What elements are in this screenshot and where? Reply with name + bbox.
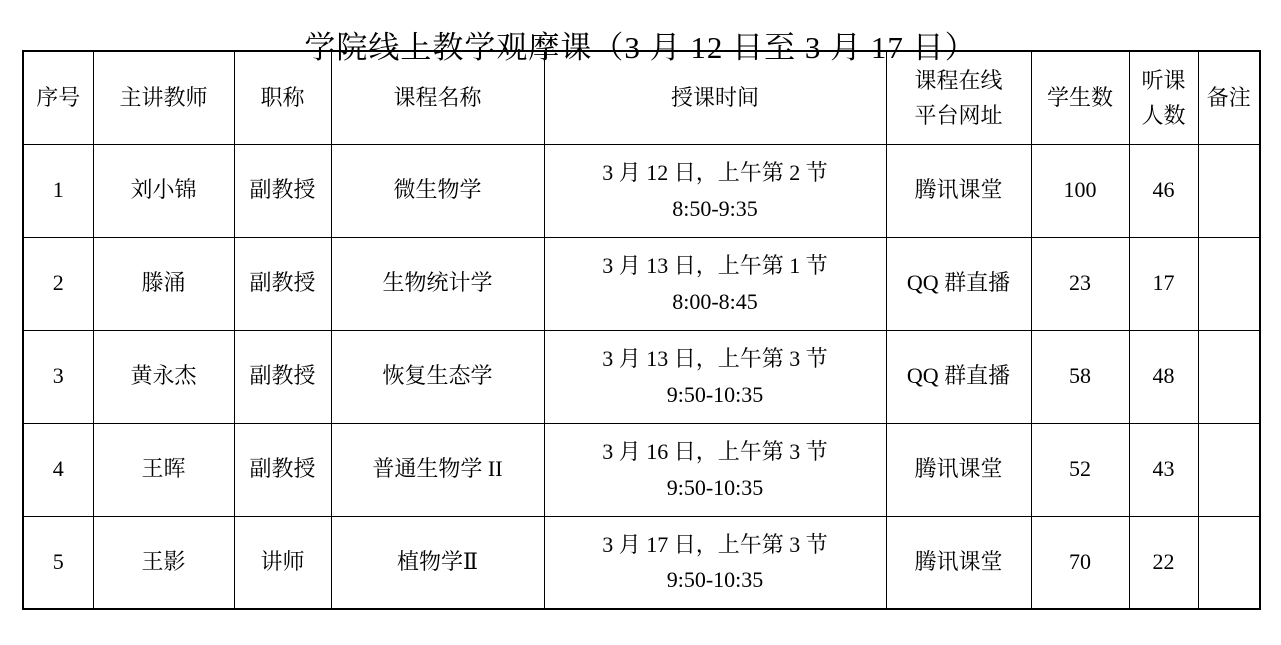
table-row: [23, 423, 1260, 516]
header-students: 学生数: [1031, 51, 1129, 144]
cell-attendees: 22: [1129, 516, 1198, 609]
cell-remark: [1198, 423, 1260, 516]
cell-students: 100: [1031, 144, 1129, 237]
cell-teacher: 黄永杰: [93, 330, 234, 423]
header-title: 职称: [234, 51, 331, 144]
cell-seq: 3: [23, 330, 93, 423]
cell-platform: 腾讯课堂: [886, 423, 1031, 516]
cell-platform: 腾讯课堂: [886, 144, 1031, 237]
header-attendees-line2: 人数: [1141, 102, 1186, 128]
time-line1: 3 月 17 日，上午第 3 节: [602, 532, 828, 558]
cell-title: 副教授: [234, 423, 331, 516]
cell-attendees: 46: [1129, 144, 1198, 237]
cell-students: 23: [1031, 237, 1129, 330]
cell-attendees: 43: [1129, 423, 1198, 516]
cell-time: [544, 516, 886, 609]
table-row: [23, 237, 1260, 330]
cell-platform: 腾讯课堂: [886, 516, 1031, 609]
cell-course: 微生物学: [331, 144, 544, 237]
cell-seq: 1: [23, 144, 93, 237]
time-line1: 3 月 16 日，上午第 3 节: [602, 439, 828, 465]
header-attendees: [1129, 51, 1198, 144]
cell-course: 普通生物学 II: [331, 423, 544, 516]
header-attendees-line1: 听课: [1141, 67, 1186, 93]
cell-title: 副教授: [234, 237, 331, 330]
cell-time: [544, 423, 886, 516]
header-teacher: 主讲教师: [93, 51, 234, 144]
table-row: [23, 330, 1260, 423]
cell-title: 讲师: [234, 516, 331, 609]
header-time: 授课时间: [544, 51, 886, 144]
cell-platform: QQ 群直播: [886, 237, 1031, 330]
time-line2: 9:50-10:35: [666, 474, 764, 500]
cell-course: 恢复生态学: [331, 330, 544, 423]
time-line2: 8:50-9:35: [672, 195, 758, 221]
time-line1: 3 月 12 日，上午第 2 节: [602, 160, 828, 186]
cell-teacher: 王晖: [93, 423, 234, 516]
cell-students: 52: [1031, 423, 1129, 516]
cell-seq: 2: [23, 237, 93, 330]
cell-students: 58: [1031, 330, 1129, 423]
cell-title: 副教授: [234, 144, 331, 237]
time-line2: 9:50-10:35: [666, 567, 764, 593]
cell-time: [544, 237, 886, 330]
cell-time: [544, 144, 886, 237]
cell-remark: [1198, 516, 1260, 609]
cell-seq: 5: [23, 516, 93, 609]
cell-remark: [1198, 330, 1260, 423]
cell-remark: [1198, 144, 1260, 237]
page-title: 学院线上教学观摩课（3 月 12 日至 3 月 17 日）: [304, 30, 977, 65]
time-line2: 9:50-10:35: [666, 381, 764, 407]
header-course: 课程名称: [331, 51, 544, 144]
cell-seq: 4: [23, 423, 93, 516]
time-line2: 8:00-8:45: [672, 288, 758, 314]
time-line1: 3 月 13 日，上午第 3 节: [602, 346, 828, 372]
schedule-table: [22, 50, 1261, 610]
cell-remark: [1198, 237, 1260, 330]
header-remark: 备注: [1198, 51, 1260, 144]
cell-students: 70: [1031, 516, 1129, 609]
cell-teacher: 刘小锦: [93, 144, 234, 237]
table-row: [23, 516, 1260, 609]
cell-attendees: 17: [1129, 237, 1198, 330]
cell-platform: QQ 群直播: [886, 330, 1031, 423]
header-seq: 序号: [23, 51, 93, 144]
cell-course: 生物统计学: [331, 237, 544, 330]
cell-time: [544, 330, 886, 423]
cell-title: 副教授: [234, 330, 331, 423]
header-platform-line1: 课程在线: [914, 67, 1003, 93]
cell-teacher: 滕涌: [93, 237, 234, 330]
header-platform-line2: 平台网址: [914, 102, 1003, 128]
cell-course: 植物学Ⅱ: [331, 516, 544, 609]
cell-attendees: 48: [1129, 330, 1198, 423]
table-row: [23, 144, 1260, 237]
cell-teacher: 王影: [93, 516, 234, 609]
time-line1: 3 月 13 日，上午第 1 节: [602, 253, 828, 279]
